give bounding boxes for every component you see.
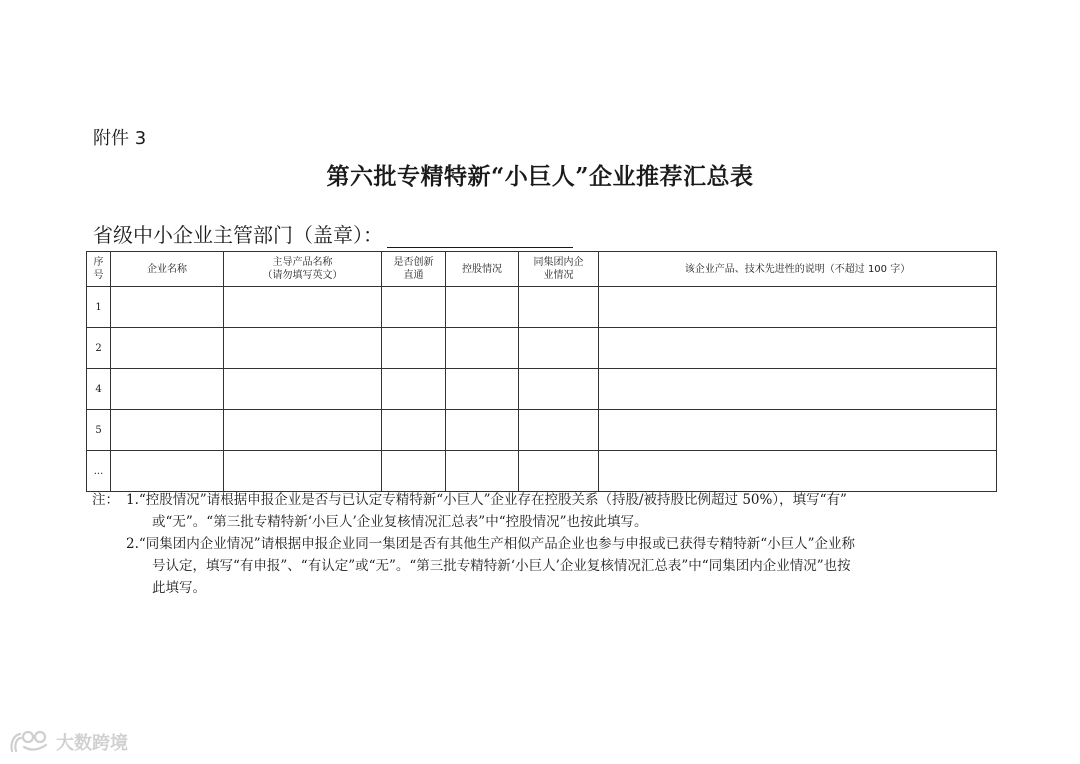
watermark [8, 729, 128, 755]
header-company-name: 企业名称 [111, 252, 224, 287]
holding-cell[interactable] [446, 410, 519, 451]
header-innovation-direct: 是否创新 直通 [382, 252, 446, 287]
attachment-label: 附件 3 [93, 128, 147, 149]
innovation-cell[interactable] [382, 287, 446, 328]
main-product-cell[interactable] [224, 287, 382, 328]
header-group-companies: 同集团内企 业情况 [519, 252, 599, 287]
main-product-cell[interactable] [224, 328, 382, 369]
description-cell[interactable] [599, 369, 997, 410]
innovation-cell[interactable] [382, 410, 446, 451]
description-cell[interactable] [599, 451, 997, 492]
holding-cell[interactable] [446, 287, 519, 328]
notes-prefix: 注： [92, 492, 119, 508]
header-main-product: 主导产品名称 （请勿填写英文） [224, 252, 382, 287]
table-row [87, 369, 997, 410]
innovation-cell[interactable] [382, 369, 446, 410]
note-1-line-2: 或“无”。“第三批专精特新‘小巨人’企业复核情况汇总表”中“控股情况”也按此填写。 [152, 514, 648, 530]
header-index: 序 号 [87, 252, 111, 287]
note-2-line-3: 此填写。 [152, 580, 206, 596]
group-cell[interactable] [519, 287, 599, 328]
row-number: 2 [87, 328, 111, 369]
table-row [87, 328, 997, 369]
dept-seal-line [93, 219, 573, 248]
main-product-cell[interactable] [224, 369, 382, 410]
note-2-line-1: 2.“同集团内企业情况”请根据申报企业同一集团是否有其他生产相似产品企业也参与申报或已获得专精特新“小巨人”企业称 [126, 536, 855, 552]
description-cell[interactable] [599, 328, 997, 369]
header-holding-status: 控股情况 [446, 252, 519, 287]
row-number: 5 [87, 410, 111, 451]
holding-cell[interactable] [446, 328, 519, 369]
notes-section [92, 489, 992, 599]
table-row [87, 287, 997, 328]
note-item-1 [92, 489, 992, 533]
row-number: ... [87, 451, 111, 492]
company-name-cell[interactable] [111, 369, 224, 410]
description-cell[interactable] [599, 287, 997, 328]
main-product-cell[interactable] [224, 410, 382, 451]
table-header-row [87, 252, 997, 287]
company-name-cell[interactable] [111, 287, 224, 328]
signature-blank-line [387, 225, 573, 248]
group-cell[interactable] [519, 410, 599, 451]
recommendation-table [86, 251, 997, 492]
holding-cell[interactable] [446, 451, 519, 492]
note-2-line-2: 号认定，填写“有申报”、“有认定”或“无”。“第三批专精特新‘小巨人’企业复核情况汇总表”中“同集团内企业情况”也按 [152, 558, 851, 574]
watermark-text: 大数跨境 [56, 733, 128, 754]
brand-logo-icon [8, 729, 52, 755]
group-cell[interactable] [519, 451, 599, 492]
innovation-cell[interactable] [382, 451, 446, 492]
table-row [87, 410, 997, 451]
description-cell[interactable] [599, 410, 997, 451]
group-cell[interactable] [519, 328, 599, 369]
innovation-cell[interactable] [382, 328, 446, 369]
company-name-cell[interactable] [111, 328, 224, 369]
table-row [87, 451, 997, 492]
group-cell[interactable] [519, 369, 599, 410]
note-1-line-1: 1.“控股情况”请根据申报企业是否与已认定专精特新“小巨人”企业存在控股关系（持股/被持股比例超过 50%），填写“有” [126, 492, 847, 508]
row-number: 1 [87, 287, 111, 328]
company-name-cell[interactable] [111, 451, 224, 492]
note-item-2 [92, 533, 992, 599]
holding-cell[interactable] [446, 369, 519, 410]
header-tech-description: 该企业产品、技术先进性的说明（不超过 100 字） [599, 252, 997, 287]
row-number: 4 [87, 369, 111, 410]
page-title: 第六批专精特新“小巨人”企业推荐汇总表 [326, 163, 754, 190]
dept-label: 省级中小企业主管部门（盖章）： [93, 223, 383, 247]
company-name-cell[interactable] [111, 410, 224, 451]
main-product-cell[interactable] [224, 451, 382, 492]
